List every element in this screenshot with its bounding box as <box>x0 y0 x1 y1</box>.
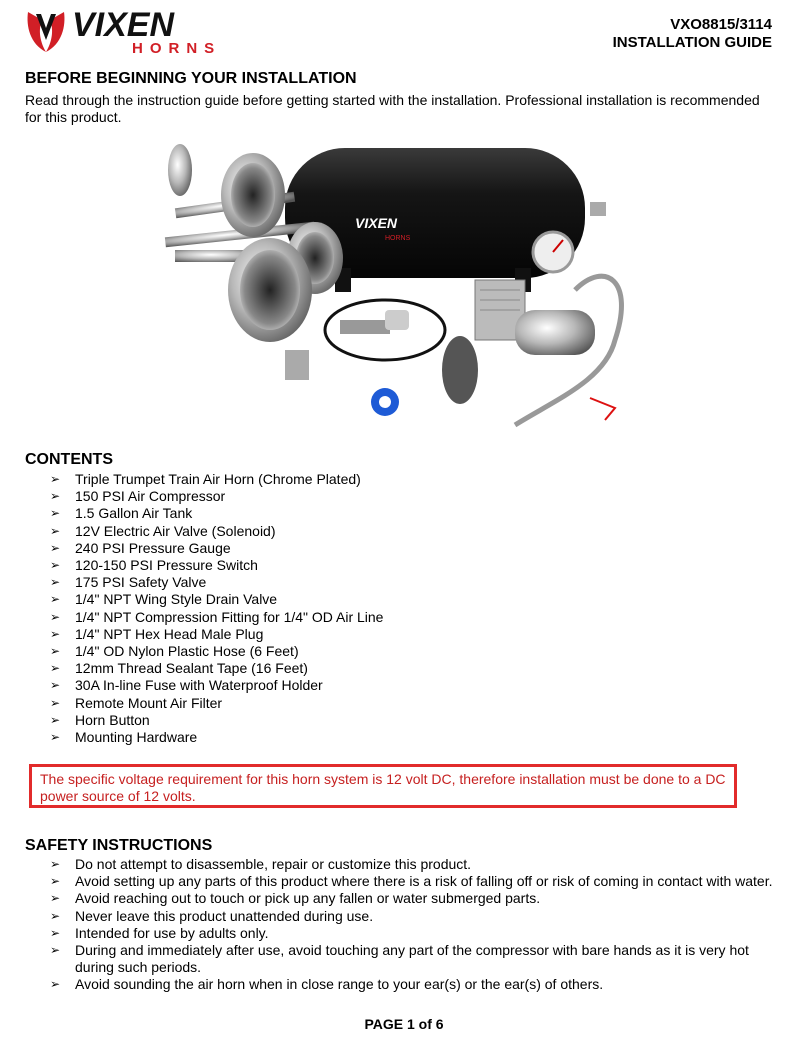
list-item: ➢ Avoid reaching out to touch or pick up any fallen or water submerged parts. <box>50 890 541 907</box>
list-item: ➢ 1/4" NPT Hex Head Male Plug <box>50 625 264 642</box>
list-item: ➢ Horn Button <box>50 711 150 728</box>
tank-brand: VIXEN <box>355 215 398 231</box>
arrow-bullet-icon: ➢ <box>50 558 61 573</box>
list-item: ➢ Never leave this product unattended during use. <box>50 907 374 924</box>
logo-sub: HORNS <box>132 40 222 56</box>
before-text: Read through the instruction guide before getting started with the installation. Professional installation is recommended for this product. <box>25 92 760 125</box>
warning-text: The specific voltage requirement for this horn system is 12 volt DC, therefore installation must be done to a DC power source of 12 volts. <box>40 771 726 804</box>
list-item: ➢ Intended for use by adults only. <box>50 924 269 941</box>
arrow-bullet-icon: ➢ <box>50 644 61 659</box>
contents-list <box>50 471 383 746</box>
list-item: ➢ Triple Trumpet Train Air Horn (Chrome Plated) <box>50 471 361 487</box>
list-item: ➢ 30A In-line Fuse with Waterproof Holder <box>50 677 323 694</box>
arrow-bullet-icon: ➢ <box>50 891 61 906</box>
arrow-bullet-icon: ➢ <box>50 908 61 923</box>
safety-heading: SAFETY INSTRUCTIONS <box>25 837 213 854</box>
arrow-bullet-icon: ➢ <box>50 977 61 992</box>
list-item: ➢ 12V Electric Air Valve (Solenoid) <box>50 522 276 539</box>
tank-sub: HORNS <box>385 235 411 242</box>
list-item: ➢ 1.5 Gallon Air Tank <box>50 505 193 522</box>
list-item: ➢ 150 PSI Air Compressor <box>50 488 226 505</box>
list-item: ➢ 1/4" NPT Compression Fitting for 1/4" OD Air Line <box>50 608 384 625</box>
arrow-bullet-icon: ➢ <box>50 695 61 710</box>
arrow-bullet-icon: ➢ <box>50 506 61 521</box>
arrow-bullet-icon: ➢ <box>50 626 61 641</box>
list-item: ➢ During and immediately after use, avoid touching any part of the compressor with bare hands as it is very hot during such periods. <box>50 942 749 976</box>
arrow-bullet-icon: ➢ <box>50 575 61 590</box>
air-compressor <box>442 276 621 425</box>
pressure-gauge <box>533 232 573 272</box>
list-item: ➢ Remote Mount Air Filter <box>50 694 223 711</box>
list-item: ➢ Avoid setting up any parts of this product where there is a risk of falling off or risk of coming in contact with water. <box>50 873 773 890</box>
arrow-bullet-icon: ➢ <box>50 874 61 889</box>
list-item: ➢ 240 PSI Pressure Gauge <box>50 539 231 556</box>
arrow-bullet-icon: ➢ <box>50 943 61 958</box>
list-item: ➢ Avoid sounding the air horn when in close range to your ear(s) or the ear(s) of others. <box>50 976 604 993</box>
doc-model: VXO8815/3114 <box>670 16 772 33</box>
list-item: ➢ 1/4" OD Nylon Plastic Hose (6 Feet) <box>50 643 299 660</box>
logo-word: VIXEN <box>72 6 175 44</box>
arrow-bullet-icon: ➢ <box>50 592 61 607</box>
arrow-bullet-icon: ➢ <box>50 523 61 538</box>
list-item: ➢ 1/4" NPT Wing Style Drain Valve <box>50 591 278 608</box>
arrow-bullet-icon: ➢ <box>50 540 61 555</box>
product-photo <box>135 140 635 440</box>
arrow-bullet-icon: ➢ <box>50 661 61 676</box>
list-item: ➢ 120-150 PSI Pressure Switch <box>50 557 258 574</box>
list-item: ➢ Mounting Hardware <box>50 729 198 746</box>
arrow-bullet-icon: ➢ <box>50 472 61 486</box>
arrow-bullet-icon: ➢ <box>50 712 61 727</box>
arrow-bullet-icon: ➢ <box>50 609 61 624</box>
before-heading: BEFORE BEGINNING YOUR INSTALLATION <box>25 70 357 87</box>
vixen-horns-logo <box>24 4 240 56</box>
arrow-bullet-icon: ➢ <box>50 925 61 940</box>
page-number: PAGE 1 of 6 <box>364 1016 444 1032</box>
arrow-bullet-icon: ➢ <box>50 489 61 504</box>
doc-title: INSTALLATION GUIDE <box>612 34 772 51</box>
voltage-warning-box <box>29 764 737 808</box>
arrow-bullet-icon: ➢ <box>50 857 61 871</box>
safety-list <box>50 856 773 994</box>
arrow-bullet-icon: ➢ <box>50 730 61 745</box>
list-item: ➢ Do not attempt to disassemble, repair or customize this product. <box>50 856 472 872</box>
arrow-bullet-icon: ➢ <box>50 678 61 693</box>
contents-heading: CONTENTS <box>25 451 113 468</box>
document-code <box>613 16 772 52</box>
logo-emblem <box>28 12 65 52</box>
list-item: ➢ 175 PSI Safety Valve <box>50 574 207 591</box>
list-item: ➢ 12mm Thread Sealant Tape (16 Feet) <box>50 660 308 677</box>
